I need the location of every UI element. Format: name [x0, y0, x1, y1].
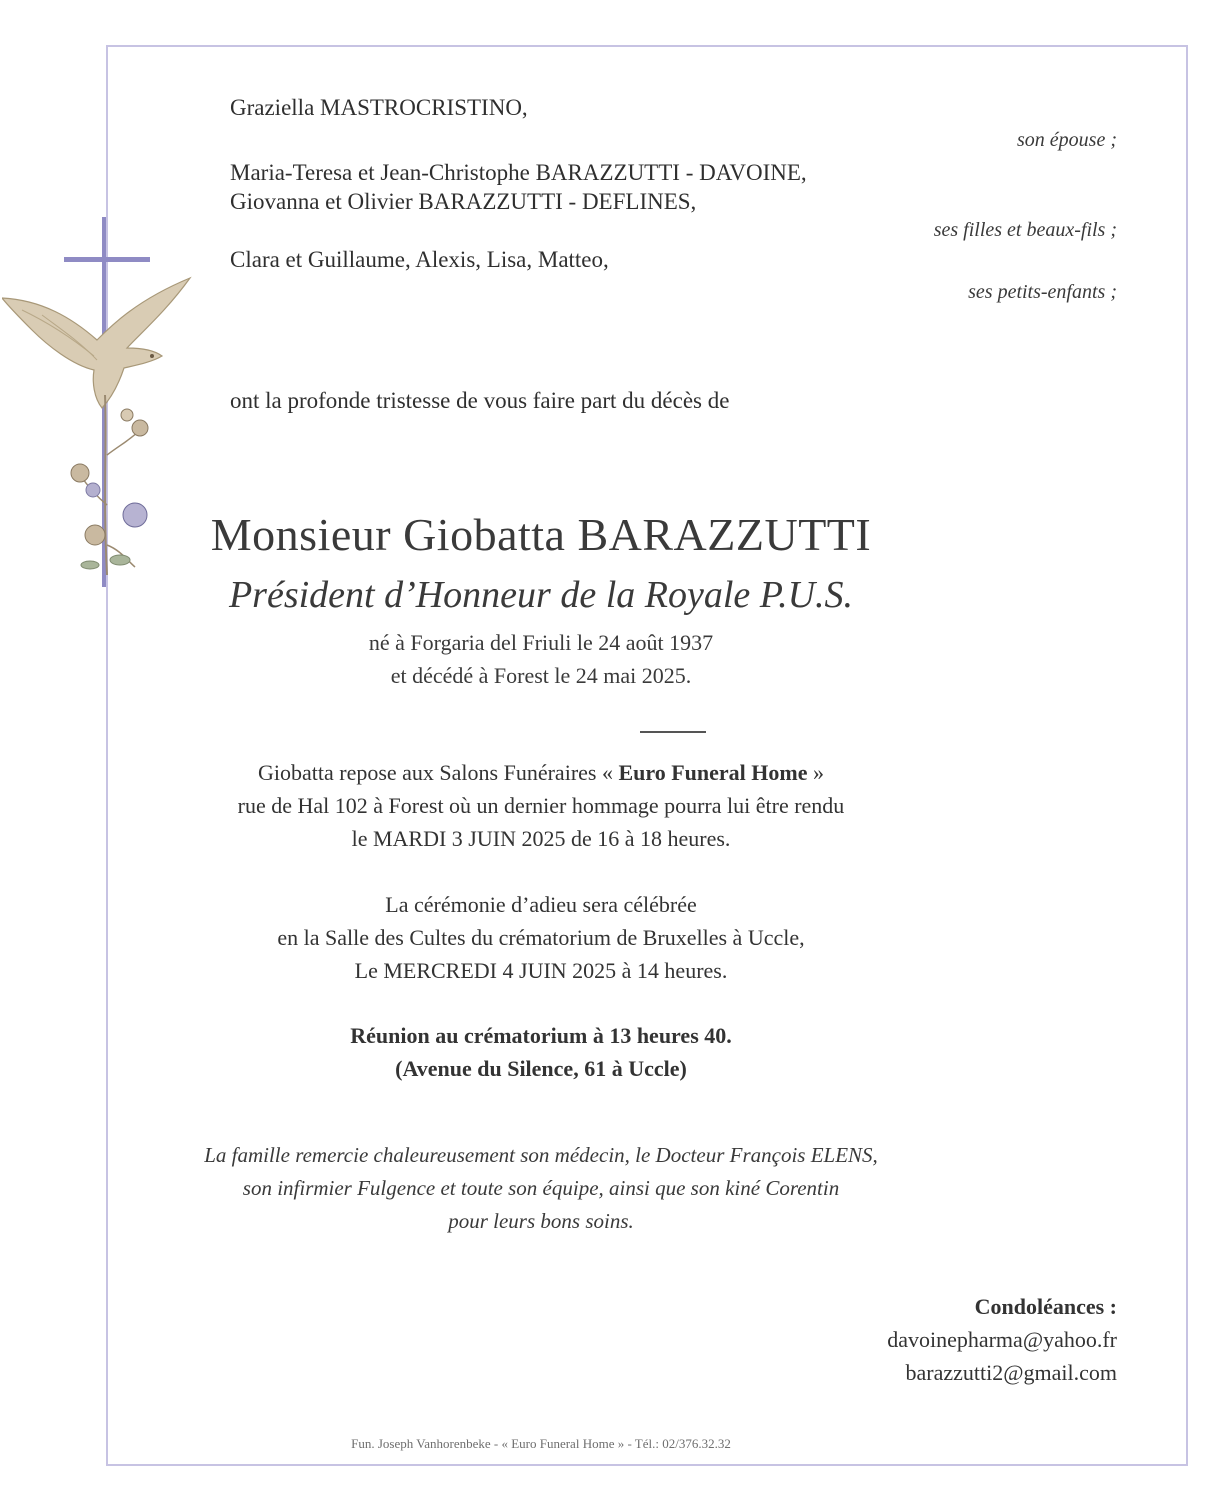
separator-line	[640, 731, 706, 733]
thanks-line-2: son infirmier Fulgence et toute son équipe, ainsi que son kiné Corentin	[242, 1176, 840, 1200]
viewing-line-3: le MARDI 3 JUIN 2025 de 16 à 18 heures.	[351, 826, 731, 851]
daughters-relation: ses filles et beaux-fils ;	[933, 219, 1117, 241]
death-line: et décédé à Forest le 24 mai 2025.	[390, 663, 692, 688]
cross-bar	[64, 257, 150, 262]
viewing-line-2: rue de Hal 102 à Forest où un dernier hommage pourra lui être rendu	[237, 793, 845, 818]
spouse-name: Graziella MASTROCRISTINO,	[230, 95, 528, 120]
condolences-email-2[interactable]: barazzutti2@gmail.com	[905, 1360, 1117, 1385]
viewing-line-1	[0, 760, 1082, 786]
daughter-line-1: Maria-Teresa et Jean-Christophe BARAZZUTTI - DAVOINE,	[230, 160, 807, 185]
ceremony-line-1: La cérémonie d’adieu sera célébrée	[385, 892, 697, 917]
thanks-line-3: pour leurs bons soins.	[448, 1209, 634, 1233]
spouse-relation: son épouse ;	[1017, 129, 1117, 151]
meeting-line-1: Réunion au crématorium à 13 heures 40.	[350, 1023, 732, 1048]
viewing-text: Giobatta repose aux Salons Funéraires «	[258, 760, 619, 785]
ceremony-line-2: en la Salle des Cultes du crématorium de Bruxelles à Uccle,	[277, 925, 805, 950]
condolences-email-1[interactable]: davoinepharma@yahoo.fr	[887, 1327, 1117, 1352]
deceased-title: Président d’Honneur de la Royale P.U.S.	[228, 574, 854, 616]
birth-line: né à Forgaria del Friuli le 24 août 1937	[368, 630, 714, 655]
deceased-name: Monsieur Giobatta BARAZZUTTI	[210, 509, 872, 560]
condolences-label: Condoléances :	[974, 1294, 1117, 1319]
announcement-text: ont la profonde tristesse de vous faire part du décès de	[230, 388, 730, 413]
grandchildren-relation: ses petits-enfants ;	[968, 281, 1117, 303]
ceremony-line-3: Le MERCREDI 4 JUIN 2025 à 14 heures.	[354, 958, 728, 983]
viewing-close-quote: »	[807, 760, 824, 785]
funeral-home-name: Euro Funeral Home	[618, 760, 808, 785]
grandchildren-names: Clara et Guillaume, Alexis, Lisa, Matteo,	[230, 247, 609, 272]
meeting-line-2: (Avenue du Silence, 61 à Uccle)	[395, 1056, 687, 1081]
thanks-line-1: La famille remercie chaleureusement son médecin, le Docteur François ELENS,	[204, 1143, 878, 1167]
footer-text: Fun. Joseph Vanhorenbeke - « Euro Funeral Home » - Tél.: 02/376.32.32	[351, 1436, 731, 1451]
daughter-line-2: Giovanna et Olivier BARAZZUTTI - DEFLINES,	[230, 189, 697, 214]
